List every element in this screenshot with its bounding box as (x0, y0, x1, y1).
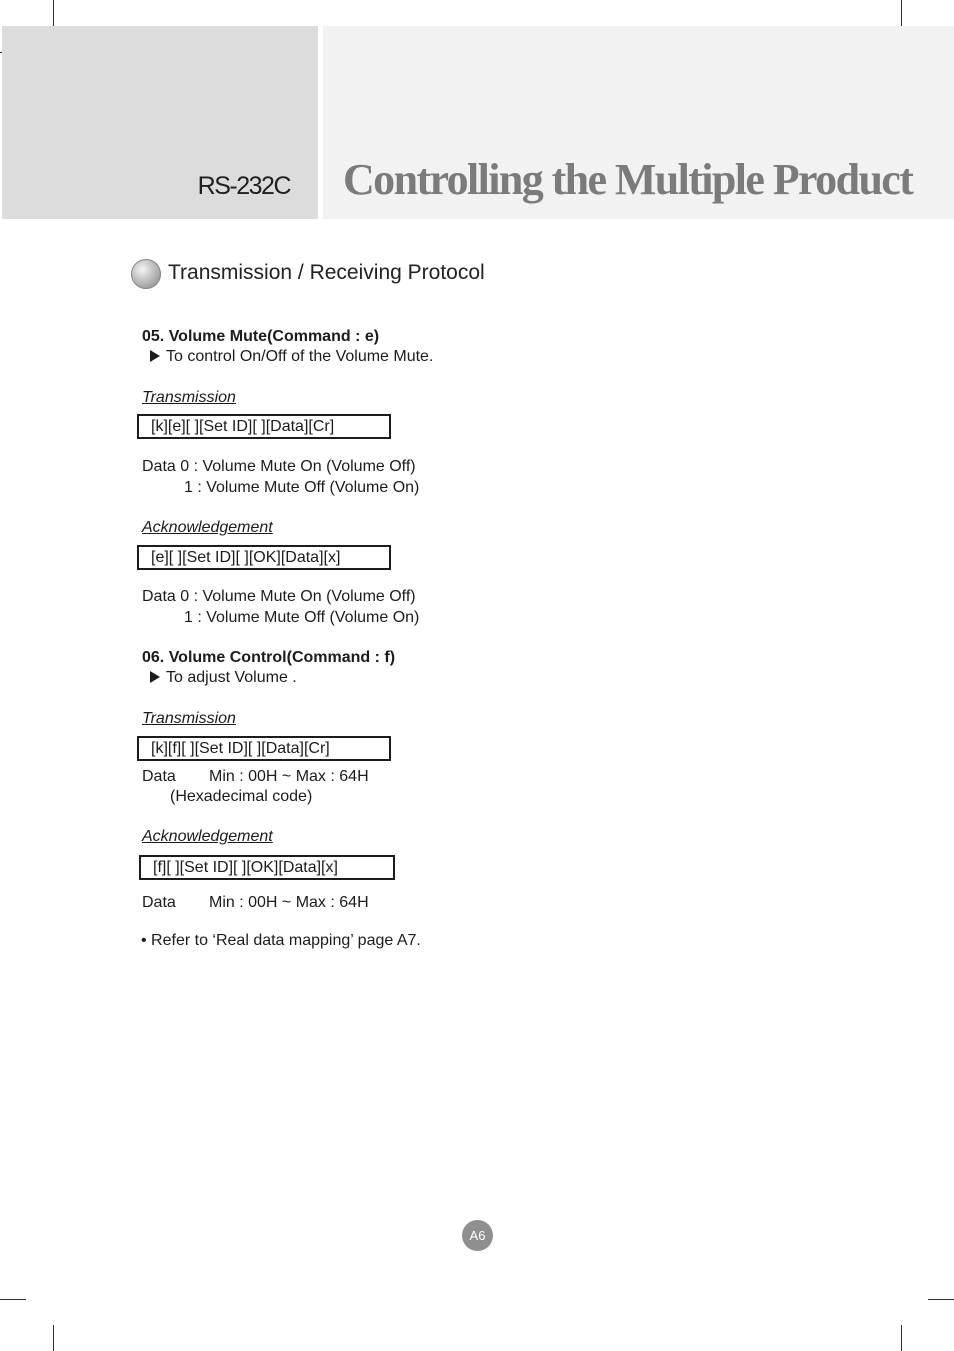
page-title: Controlling the Multiple Product (343, 155, 913, 204)
crop-mark (901, 1325, 902, 1351)
page-number-badge: A6 (462, 1220, 493, 1251)
crop-mark (53, 1325, 54, 1351)
cmd05-tx-data-line2: 1 : Volume Mute Off (Volume On) (184, 479, 420, 496)
reference-note: • Refer to ‘Real data mapping’ page A7. (141, 932, 421, 949)
cmd05-transmission-code: [k][e][ ][Set ID][ ][Data][Cr] (137, 414, 391, 439)
cmd06-ack-data-range: Min : 00H ~ Max : 64H (209, 894, 369, 911)
cmd05-ack-data-line1: Data 0 : Volume Mute On (Volume Off) (142, 588, 416, 605)
crop-mark (0, 1299, 26, 1300)
cmd06-transmission-label: Transmission (142, 710, 236, 727)
cmd06-description (150, 669, 297, 687)
cmd05-transmission-label: Transmission (142, 389, 236, 406)
section-label: RS-232C (197, 172, 290, 200)
cmd05-ack-code: [e][ ][Set ID][ ][OK][Data][x] (137, 545, 391, 570)
arrow-right-icon (150, 350, 160, 362)
cmd06-tx-data-range: Min : 00H ~ Max : 64H (209, 768, 369, 785)
cmd06-description-text: To adjust Volume . (166, 669, 297, 686)
cmd06-heading: 06. Volume Control(Command : f) (142, 649, 396, 666)
cmd05-ack-label: Acknowledgement (142, 519, 273, 536)
cmd06-ack-code: [f][ ][Set ID][ ][OK][Data][x] (139, 855, 395, 880)
cmd06-tx-data-label: Data (142, 768, 176, 785)
section-title: Transmission / Receiving Protocol (168, 261, 485, 284)
arrow-right-icon (150, 671, 160, 683)
crop-mark (53, 0, 54, 26)
cmd06-tx-data-note: (Hexadecimal code) (170, 788, 313, 805)
cmd05-description (150, 348, 433, 366)
cmd05-heading: 05. Volume Mute(Command : e) (142, 328, 380, 345)
cmd06-ack-data-label: Data (142, 894, 176, 911)
cmd06-transmission-code: [k][f][ ][Set ID][ ][Data][Cr] (137, 736, 391, 761)
cmd05-ack-data-line2: 1 : Volume Mute Off (Volume On) (184, 609, 420, 626)
cmd05-tx-data-line1: Data 0 : Volume Mute On (Volume Off) (142, 458, 416, 475)
header-title-panel (323, 26, 954, 219)
crop-mark (928, 1299, 954, 1300)
cmd05-description-text: To control On/Off of the Volume Mute. (166, 348, 434, 365)
cmd06-ack-label: Acknowledgement (142, 828, 273, 845)
header-section-panel (2, 26, 318, 219)
crop-mark (901, 0, 902, 26)
section-bullet-icon (131, 259, 161, 289)
